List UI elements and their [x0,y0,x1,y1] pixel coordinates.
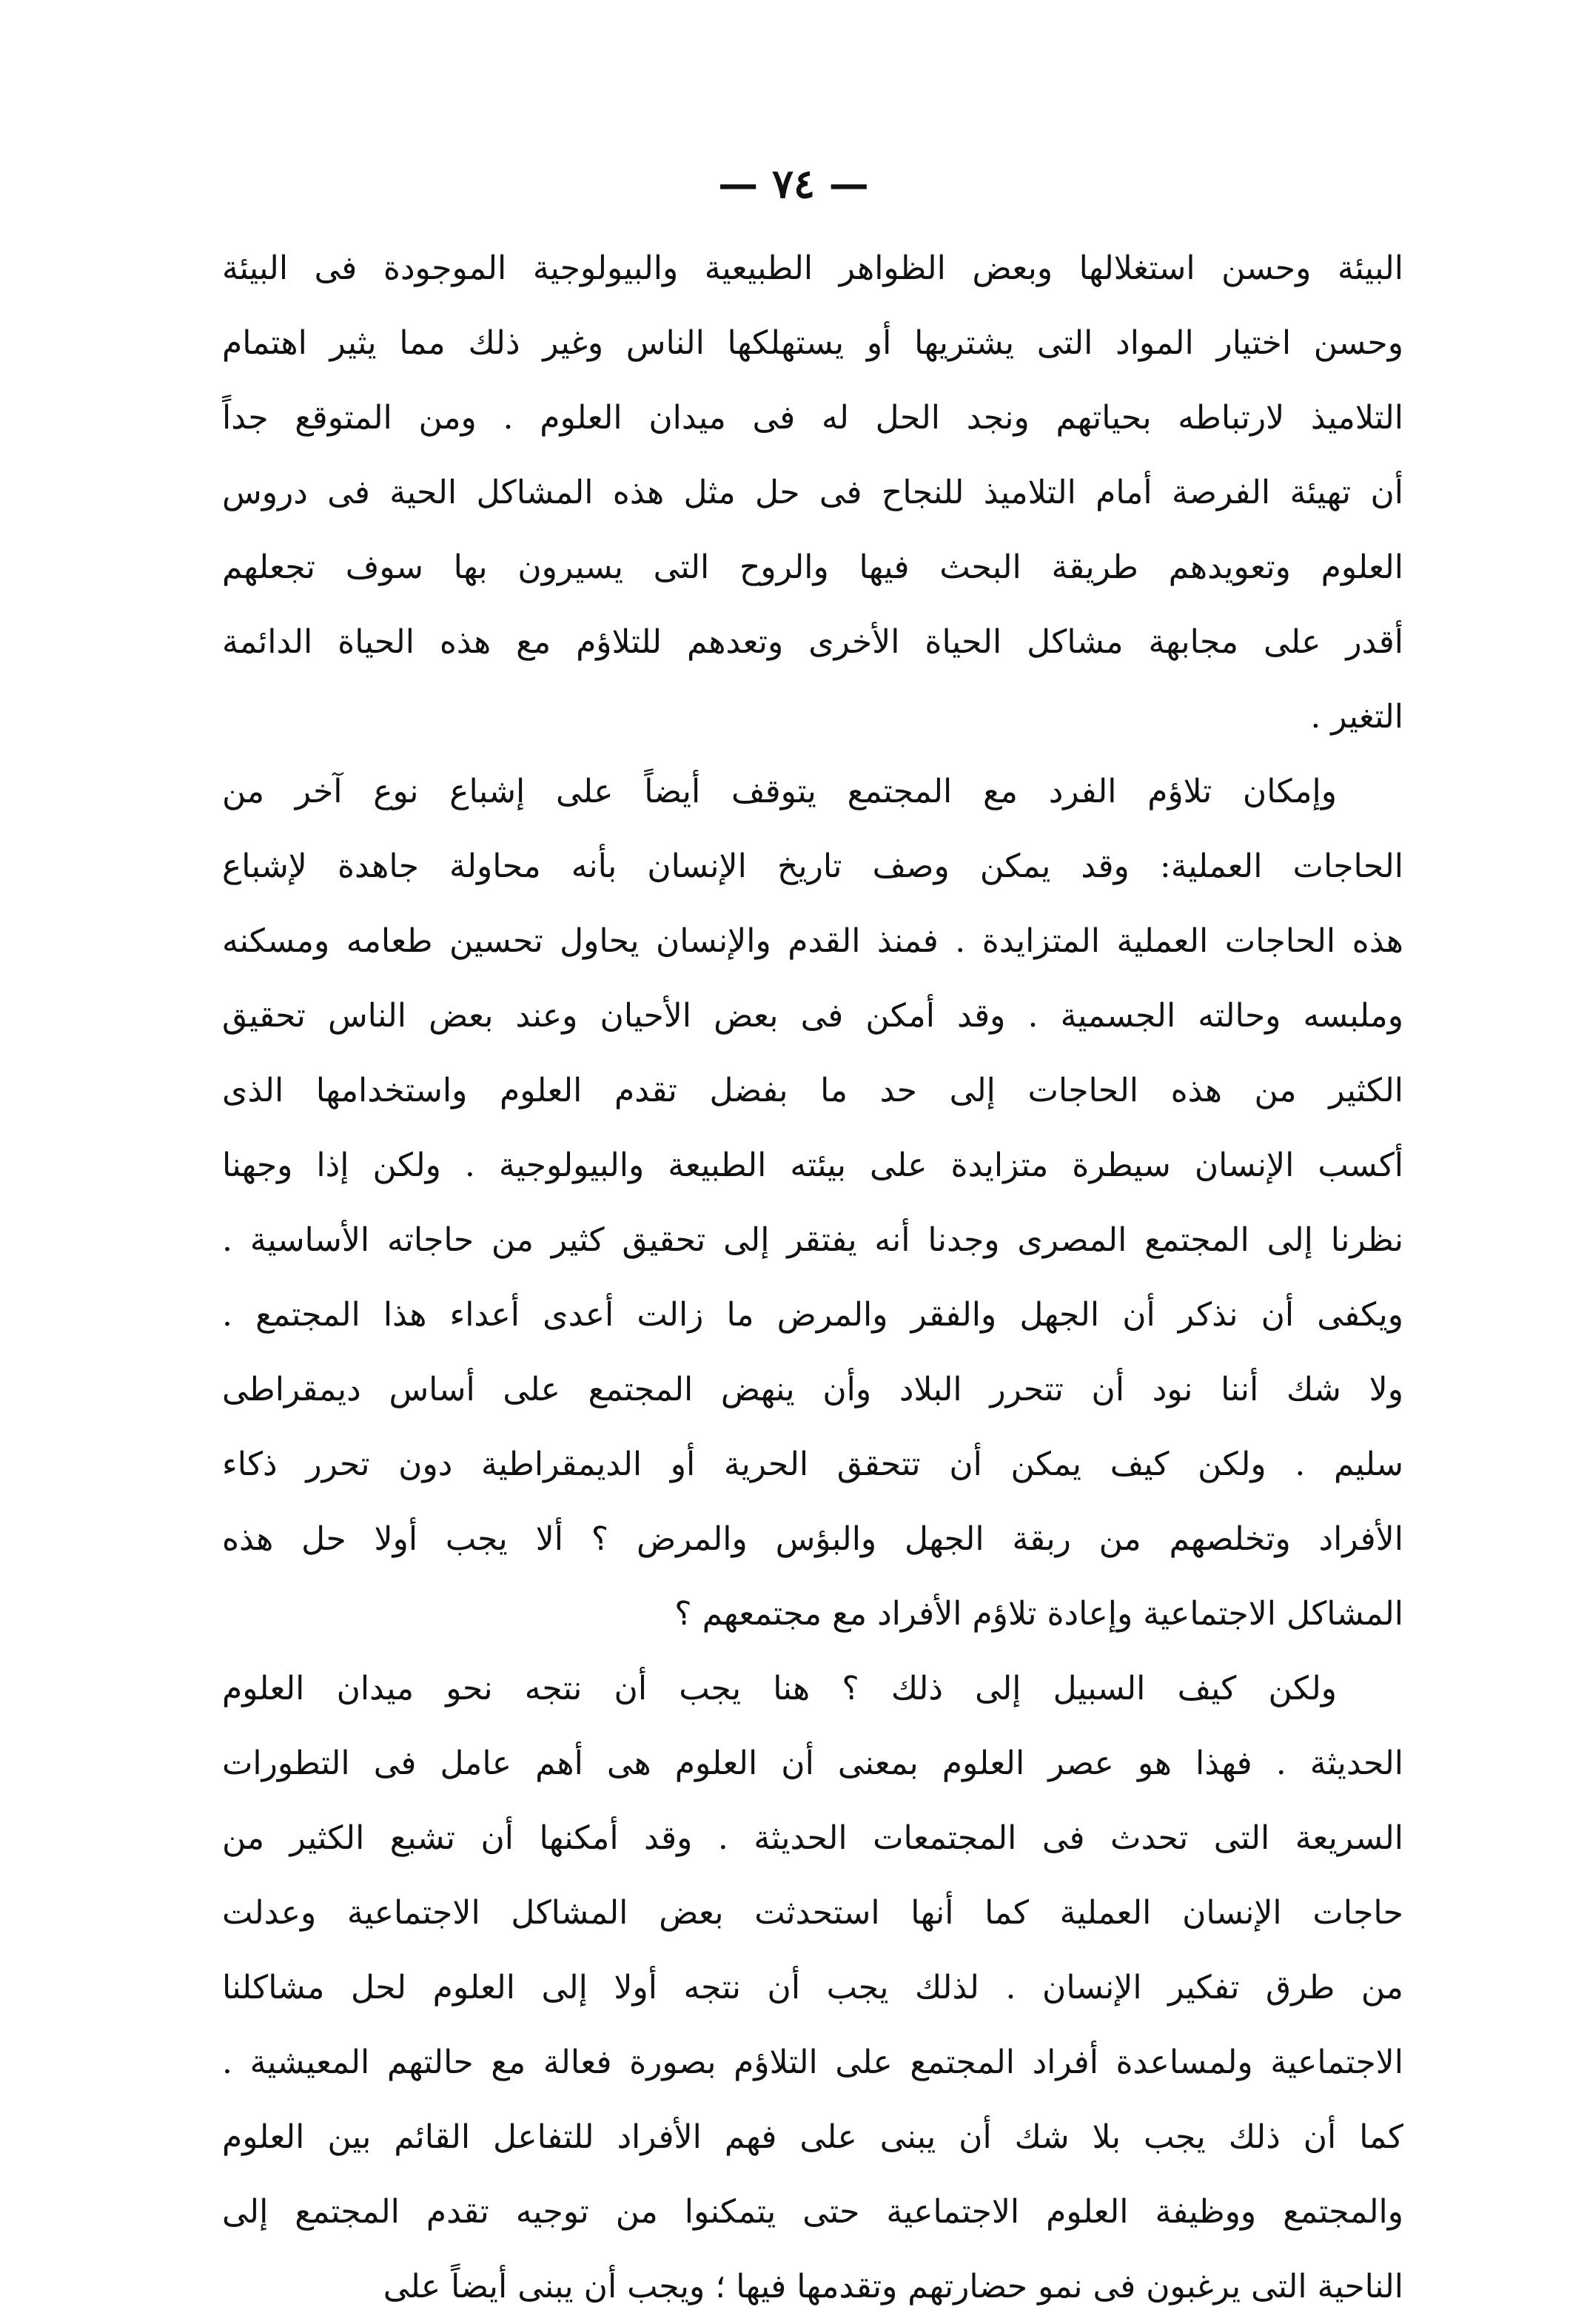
text-line: الحديثة . فهذا هو عصر العلوم بمعنى أن العلوم هى أهم عامل فى التطورات [222,1744,1403,1782]
text-line: أقدر على مجابهة مشاكل الحياة الأخرى وتعدهم للتلاؤم مع هذه الحياة الدائمة [222,623,1403,661]
text-line: العلوم وتعويدهم طريقة البحث فيها والروح التى يسيرون بها سوف تجعلهم [222,548,1403,586]
paragraph [222,754,1403,1651]
text-line: نظرنا إلى المجتمع المصرى وجدنا أنه يفتقر إلى تحقيق كثير من حاجاته الأساسية . [222,1221,1403,1259]
text-line: ويكفى أن نذكر أن الجهل والفقر والمرض ما زالت أعدى أعداء هذا المجتمع . [222,1296,1403,1334]
text-line: الكثير من هذه الحاجات إلى حد ما بفضل تقدم العلوم واستخدامها الذى [222,1072,1403,1109]
text-line: هذه الحاجات العملية المتزايدة . فمنذ القدم والإنسان يحاول تحسين طعامه ومسكنه [222,922,1403,960]
page-number: — ٧٤ — [718,160,869,207]
text-line: حاجات الإنسان العملية كما أنها استحدثت بعض المشاكل الاجتماعية وعدلت [222,1894,1403,1932]
text-line: الناحية التى يرغبون فى نمو حضارتهم وتقدمها فيها ؛ ويجب أن يبنى أيضاً على [383,2268,1403,2305]
paragraph [222,231,1403,754]
text-line: المشاكل الاجتماعية وإعادة تلاؤم الأفراد مع مجتمعهم ؟ [674,1595,1403,1633]
text-line: ولا شك أننا نود أن تتحرر البلاد وأن ينهض المجتمع على أساس ديمقراطى [222,1371,1403,1408]
text-line: السريعة التى تحدث فى المجتمعات الحديثة . وقد أمكنها أن تشبع الكثير من [222,1819,1403,1857]
text-line: أكسب الإنسان سيطرة متزايدة على بيئته الطبيعة والبيولوجية . ولكن إذا وجهنا [222,1146,1403,1184]
text-line: الاجتماعية ولمساعدة أفراد المجتمع على التلاؤم بصورة فعالة مع حالتهم المعيشية . [222,2043,1403,2081]
text-line: كما أن ذلك يجب بلا شك أن يبنى على فهم الأفراد للتفاعل القائم بين العلوم [222,2118,1403,2156]
text-line: التلاميذ لارتباطه بحياتهم ونجد الحل له فى ميدان العلوم . ومن المتوقع جداً [222,399,1403,437]
body-text [222,231,1403,2324]
text-line: ولكن كيف السبيل إلى ذلك ؟ هنا يجب أن نتجه نحو ميدان العلوم [222,1670,1337,1707]
text-line: الحاجات العملية: وقد يمكن وصف تاريخ الإنسان بأنه محاولة جاهدة لإشباع [222,847,1403,885]
text-line: أن تهيئة الفرصة أمام التلاميذ للنجاح فى حل مثل هذه المشاكل الحية فى دروس [222,474,1403,511]
text-line: التغير . [1310,698,1403,736]
text-line: وحسن اختيار المواد التى يشتريها أو يستهلكها الناس وغير ذلك مما يثير اهتمام [222,324,1403,362]
text-line: وإمكان تلاؤم الفرد مع المجتمع يتوقف أيضاً على إشباع نوع آخر من [222,773,1337,810]
text-line: والمجتمع ووظيفة العلوم الاجتماعية حتى يتمكنوا من توجيه تقدم المجتمع إلى [222,2193,1403,2231]
text-line: الأفراد وتخلصهم من ربقة الجهل والبؤس والمرض ؟ ألا يجب أولا حل هذه [222,1520,1403,1558]
text-line: سليم . ولكن كيف يمكن أن تتحقق الحرية أو الديمقراطية دون تحرر ذكاء [222,1445,1403,1483]
paragraph [222,1651,1403,2324]
text-line: البيئة وحسن استغلالها وبعض الظواهر الطبيعية والبيولوجية الموجودة فى البيئة [222,249,1403,287]
text-line: وملبسه وحالته الجسمية . وقد أمكن فى بعض الأحيان وعند بعض الناس تحقيق [222,997,1403,1035]
text-line: من طرق تفكير الإنسان . لذلك يجب أن نتجه أولا إلى العلوم لحل مشاكلنا [222,1969,1403,2006]
